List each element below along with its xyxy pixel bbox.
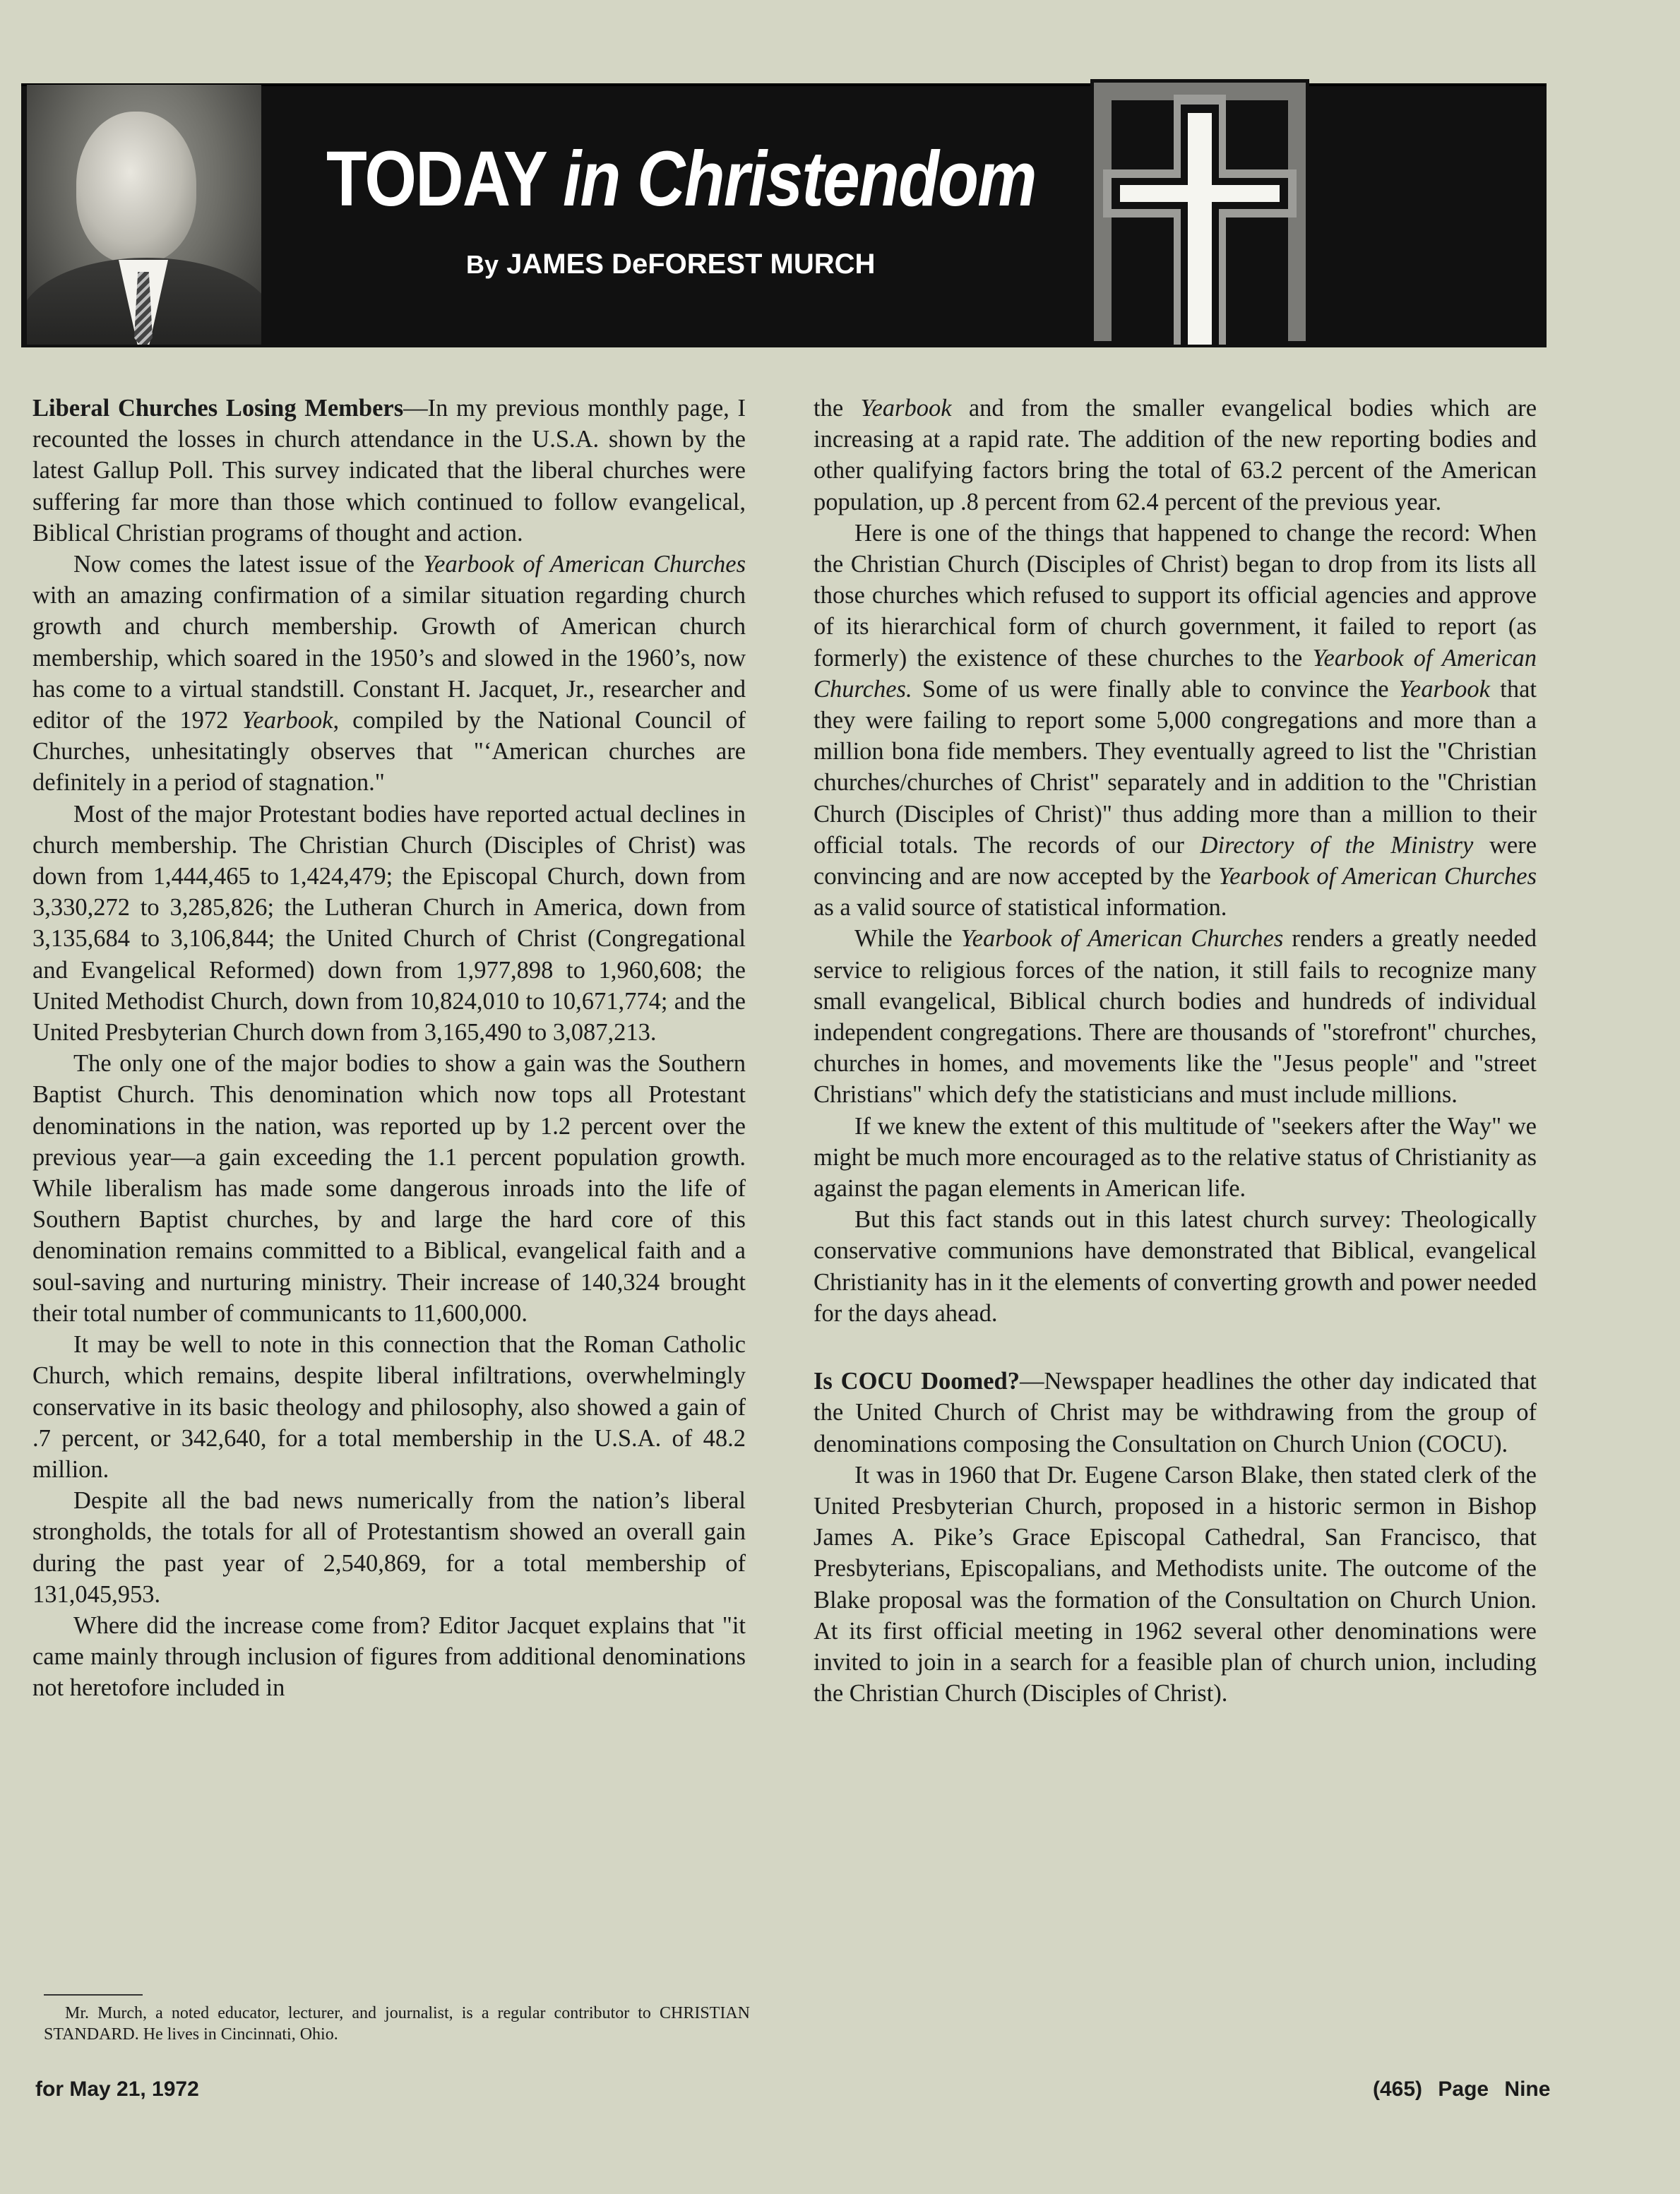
page-folio [1373, 2077, 1550, 2101]
paragraph [814, 518, 1537, 924]
paragraph-text: and from the smaller evangelical bodies which are increasing at a rapid rate. The addition of the new reporting bodies and other qualifying factors bring the total of 63.2 percent of the American population, up .8 percent from 62.4 percent of the previous year. [814, 395, 1537, 515]
book-title: Yearbook [242, 707, 333, 734]
paragraph-text: renders a greatly needed service to religious forces of the nation, it still fails to recognize many small evangelical, Biblical church bodies and hundreds of individual independent congregations. There are thousands of "storefront" churches, churches in homes, and movements like the "Jesus people" and "street Christians" which defy the statisticians and must include millions. [814, 925, 1537, 1109]
title-today: TODAY [326, 136, 546, 222]
paragraph: It was in 1960 that Dr. Eugene Carson Blake, then stated clerk of the United Presbyterian Church, proposed in a historic sermon in Bishop James A. Pike’s Grace Episcopal Cathedral, San Francisco, that Presbyterians, Episcopalians, and Methodists unite. The outcome of the Blake proposal was the formation of the Consultation on Church Union. At its first official meeting in 1962 several other denominations were invited to join in a search for a feasible plan of church union, including the Christian Church (Disciples of Christ). [814, 1461, 1537, 1707]
footnote-rule [44, 1994, 143, 1996]
book-title: Yearbook [860, 395, 952, 422]
cross-icon [1090, 79, 1309, 345]
paragraph-text: that they were failing to report some 5,000 congregations and more than a million bona fide members. They eventually agreed to list the "Christian churches/churches of Christ" separately and in addition to the "Christian Church (Disciples of Christ)" thus adding more than a million to their official totals. The records of our [814, 675, 1537, 859]
book-title: Yearbook [1398, 675, 1490, 703]
paragraph [814, 393, 1537, 518]
byline-by: By [466, 250, 499, 279]
paragraph-text: Now comes the latest issue of the [73, 551, 424, 578]
paragraph: If we knew the extent of this multitude of "seekers after the Way" we might be much more encouraged as to the relative status of Christianity as against the pagan elements in American life. [814, 1112, 1537, 1203]
book-title: Yearbook of American Churches [960, 925, 1284, 953]
title-in-christendom: in Christendom [562, 136, 1036, 222]
section-heading-liberal-churches: Liberal Churches Losing Members [32, 395, 404, 422]
paragraph [32, 549, 746, 799]
book-title: Yearbook of American Churches [423, 551, 746, 578]
paragraph-text: the [814, 395, 861, 422]
section-heading-cocu: Is COCU Doomed? [814, 1368, 1020, 1395]
paragraph [814, 1366, 1537, 1460]
book-title: Yearbook of American Churches. [814, 644, 1537, 703]
paragraph-text: —In my previous monthly page, I recounted the losses in church attendance in the U.S.A. shown by the latest Gallup Poll. This survey indicated that the liberal churches were suffering far more than those which continued to follow evangelical, Biblical Christian programs of thought and action. [32, 395, 746, 547]
paragraph-text: , compiled by the National Council of Churches, unhesitatingly observes that "‘American churches are definitely in a period of stagnation." [32, 707, 746, 797]
section-gap [814, 1329, 1537, 1366]
paragraph [32, 393, 746, 549]
paragraph-text: —Newspaper headlines the other day indicated that the United Church of Christ may be withdrawing from the group of denominations composing the Consultation on Church Union (COCU). [814, 1368, 1537, 1457]
issue-date: for May 21, 1972 [35, 2077, 199, 2101]
paragraph [814, 923, 1537, 1110]
paragraph: Despite all the bad news numerically from the nation’s liberal strongholds, the totals for all of Protestantism showed an overall gain during the past year of 2,540,869, for a total membership of 131,045,953. [32, 1487, 746, 1608]
book-title: Yearbook of American Churches [1218, 863, 1537, 890]
paragraph: Where did the increase come from? Editor Jacquet explains that "it came mainly through inclusion of figures from additional denominations not heretofore included in [32, 1611, 746, 1702]
book-title: Directory of the Ministry [1200, 831, 1474, 859]
article-column-left [32, 393, 746, 1704]
paragraph-text: Here is one of the things that happened to change the record: When the Christian Church (Disciples of Christ) began to drop from its lists all those churches which refused to support its official agencies and approve of its hierarchical form of church government, it failed to report (as formerly) the existence of these churches to the [814, 519, 1537, 672]
byline [466, 249, 875, 280]
page-label: Page Nine [1438, 2077, 1551, 2101]
paragraph-text: While the [854, 925, 961, 953]
paragraph-text: were convincing and are now accepted by the [814, 831, 1537, 890]
paragraph: The only one of the major bodies to show a gain was the Southern Baptist Church. This denomination which now tops all Protestant denominations in the nation, was reported up by 1.2 percent over the previous year—a gain exceeding the 1.1 percent population growth. While liberalism has made some dangerous inroads into the life of Southern Baptist churches, by and large the hard core of this denomination remains committed to a Biblical, evangelical faith and a soul-saving and nurturing ministry. Their increase of 140,324 brought their total number of communicants to 11,600,000. [32, 1050, 746, 1327]
paragraph: Most of the major Protestant bodies have reported actual declines in church membership. The Christian Church (Disciples of Christ) was down from 1,444,465 to 1,424,479; the Episcopal Church, down from 3,330,272 to 3,285,826; the Lutheran Church in America, down from 3,135,684 to 3,106,844; the United Church of Christ (Congregational and Evangelical Reformed) down from 1,977,898 to 1,960,608; the United Methodist Church, down from 10,824,010 to 10,671,774; and the United Presbyterian Church down from 3,165,490 to 3,087,213. [32, 800, 746, 1047]
paragraph: But this fact stands out in this latest church survey: Theologically conservative communions have demonstrated that Biblical, evangelical Christianity has in it the elements of converting growth and power needed for the days ahead. [814, 1206, 1537, 1327]
author-footnote: Mr. Murch, a noted educator, lecturer, and journalist, is a regular contributor to CHRISTIAN STANDARD. He lives in Cincinnati, Ohio. [44, 2004, 750, 2044]
portrait-head [76, 112, 196, 263]
paragraph-text: Some of us were finally able to convince the [912, 675, 1399, 703]
byline-author: JAMES DeFOREST MURCH [506, 249, 876, 280]
article-column-right [814, 393, 1537, 1709]
page-number: (465) [1373, 2077, 1423, 2101]
paragraph: It may be well to note in this connection that the Roman Catholic Church, which remains, despite liberal infiltrations, overwhelmingly conservative in its basic theology and philosophy, also showed a gain of .7 percent, or 342,640, for a total membership in the U.S.A. of 48.2 million. [32, 1331, 746, 1483]
column-title [326, 134, 1036, 224]
author-portrait [27, 85, 261, 345]
paragraph-text: with an amazing confirmation of a similar situation regarding church growth and church membership. Growth of American church membership, which soared in the 1950’s and slowed in the 1960’s, now has come to a virtual standstill. Constant H. Jacquet, Jr., researcher and editor of the 1972 [32, 582, 746, 734]
paragraph-text: as a valid source of statistical information. [814, 894, 1227, 922]
